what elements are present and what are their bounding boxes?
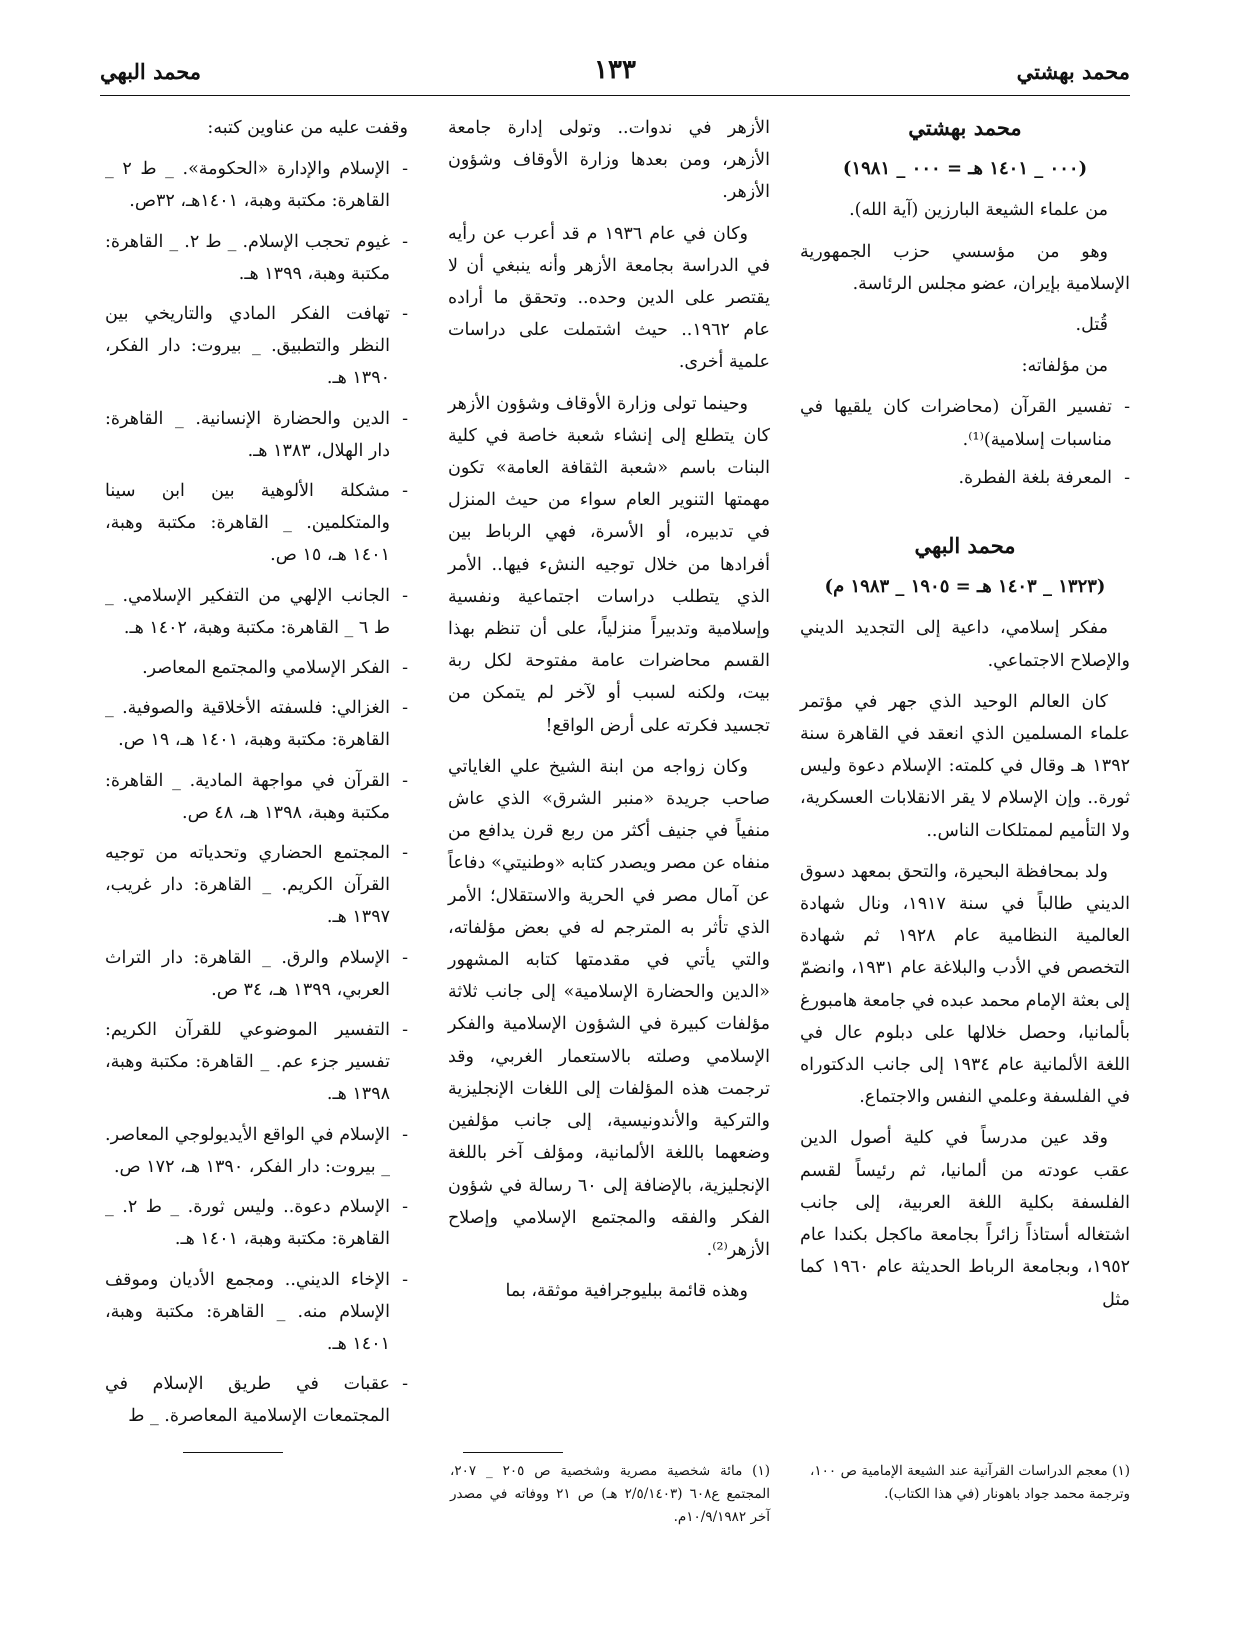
column-right [800, 112, 1130, 1325]
list-item: - مشكلة الألوهية بين ابن سينا والمتكلمين. _ القاهرة: مكتبة وهبة، ١٤٠١ هـ، ١٥ ص. [105, 475, 408, 572]
footnote-rule-right [183, 1452, 283, 1453]
footnote-right: (١) معجم الدراسات القرآنية عند الشيعة الإمامية ص ١٠٠، وترجمة محمد جواد باهونار (في هذا الكتاب). [810, 1463, 1130, 1502]
list-item: - تفسير القرآن (محاضرات كان يلقيها في مناسبات إسلامية)⁽¹⁾. [800, 391, 1130, 455]
entry-title-bahi: محمد البهي [914, 533, 1016, 559]
paragraph: مفكر إسلامي، داعية إلى التجديد الديني والإصلاح الاجتماعي. [800, 618, 1130, 671]
list-item: - تهافت الفكر المادي والتاريخي بين النظر والتطبيق. _ بيروت: دار الفكر، ١٣٩٠ هـ. [105, 298, 408, 395]
entry-spacer [800, 500, 1130, 530]
list-item: - الإسلام والرق. _ القاهرة: دار التراث العربي، ١٣٩٩ هـ، ٣٤ ص. [105, 942, 408, 1006]
footnote-middle: (١) مائة شخصية مصرية وشخصية ص ٢٠٥ _ ٢٠٧، المجتمع ع٦٠٨ (٢/٥/١٤٠٣ هـ) ص ٢١ ووفاته في مصدر آخر ١٠/٩/١٩٨٢م. [450, 1463, 770, 1525]
paragraph: وهذه قائمة ببليوجرافية موثقة، بما [505, 1281, 748, 1302]
entry-dates-beheshti: (٠٠٠ _ ١٤٠١ هـ = ٠٠٠ _ ١٩٨١) [842, 158, 1088, 180]
column-middle [448, 112, 770, 1316]
list-item: - غيوم تحجب الإسلام. _ ط ٢. _ القاهرة: مكتبة وهبة، ١٣٩٩ هـ. [105, 226, 408, 290]
list-item: - الإخاء الديني.. ومجمع الأديان وموقف الإسلام منه. _ القاهرة: مكتبة وهبة، ١٤٠١ هـ. [105, 1264, 408, 1361]
column-left [105, 112, 408, 1441]
list-item: - الإسلام والإدارة «الحكومة». _ ط ٢ _ القاهرة: مكتبة وهبة، ١٤٠١هـ، ٣٢ص. [105, 153, 408, 217]
paragraph: قُتل. [1075, 315, 1108, 336]
list-item: - الجانب الإلهي من التفكير الإسلامي. _ ط ٦ _ القاهرة: مكتبة وهبة، ١٤٠٢ هـ. [105, 580, 408, 644]
footnote-rule-middle [463, 1452, 563, 1453]
paragraph: وهو من مؤسسي حزب الجمهورية الإسلامية بإيران، عضو مجلس الرئاسة. [800, 241, 1130, 294]
list-item: - التفسير الموضوعي للقرآن الكريم: تفسير جزء عم. _ القاهرة: مكتبة وهبة، ١٣٩٨ هـ. [105, 1014, 408, 1111]
paragraph: الأزهر في ندوات.. وتولى إدارة جامعة الأزهر، ومن بعدها وزارة الأوقاف وشؤون الأزهر. [448, 118, 770, 203]
paragraph: من مؤلفاته: [1021, 356, 1108, 377]
paragraph: وكان في عام ١٩٣٦ م قد أعرب عن رأيه في الدراسة بجامعة الأزهر وأنه ينبغي أن لا يقتصر على الدين وحده.. وتحقق ما أراده عام ١٩٦٢.. حيث اشتملت على دراسات علمية أخرى. [448, 223, 770, 373]
entry-title-beheshti: محمد بهشتي [908, 115, 1022, 140]
list-item: - المجتمع الحضاري وتحدياته من توجيه القرآن الكريم. _ القاهرة: دار غريب، ١٣٩٧ هـ. [105, 837, 408, 934]
paragraph: ولد بمحافظة البحيرة، والتحق بمعهد دسوق الديني طالباً في سنة ١٩١٧، ونال شهادة العالمية النظامية عام ١٩٢٨ ثم شهادة التخصص في الأدب والبلاغة عام ١٩٣١، وانضمّ إلى بعثة الإمام محمد عبده في جامعة هامبورغ بألمانيا، وحصل خلالها على دبلوم عال في اللغة الألمانية عام ١٩٣٤ إلى جانب الدكتوراه في الفلسفة وعلمي النفس والاجتماع. [800, 861, 1131, 1108]
entry-dates-bahi: (١٣٢٣ _ ١٤٠٣ هـ = ١٩٠٥ _ ١٩٨٣ م) [824, 576, 1106, 598]
header-rule [100, 95, 1130, 96]
paragraph: وقد عين مدرساً في كلية أصول الدين عقب عودته من ألمانيا، ثم رئيساً لقسم الفلسفة بكلية اللغة العربية، إلى جانب اشتغاله أستاذاً زائراً بجامعة ماكجل بكندا عام ١٩٥٢، وبجامعة الرباط الحديثة عام ١٩٦٠ كما مثل [800, 1128, 1131, 1310]
paragraph: من علماء الشيعة البارزين (آية الله). [849, 200, 1108, 221]
list-item: - عقبات في طريق الإسلام في المجتمعات الإسلامية المعاصرة. _ ط [105, 1368, 408, 1432]
paragraph: كان العالم الوحيد الذي جهر في مؤتمر علماء المسلمين الذي انعقد في القاهرة سنة ١٣٩٢ هـ وقال في كلمته: الإسلام دعوة وليس ثورة.. وإن الإسلام لا يقر الانقلابات العسكرية، ولا التأميم لممتلكات الناس.. [800, 691, 1130, 841]
list-item: - القرآن في مواجهة المادية. _ القاهرة: مكتبة وهبة، ١٣٩٨ هـ، ٤٨ ص. [105, 765, 408, 829]
list-item: - المعرفة بلغة الفطرة. [800, 462, 1130, 494]
list-intro: وقفت عليه من عناوين كتبه: [207, 118, 408, 138]
paragraph: وحينما تولى وزارة الأوقاف وشؤون الأزهر كان يتطلع إلى إنشاء شعبة خاصة في كلية البنات باسم «شعبة الثقافة العامة» تكون مهمتها التنوير العام سواء من حيث المنزل في تدبيره، أو الأسرة، فهي الرباط بين أفرادها من خلال توجيه النشء فيها.. الأمر الذي يتطلب دراسات اجتماعية ونفسية وإسلامية وتدبيراً منزلياً، على أن تنظم بهذا القسم محاضرات عامة مفتوحة لكل ربة بيت، ولكنه لسبب أو لآخر لم يتمكن من تجسيد فكرته على أرض الواقع! [448, 393, 770, 736]
list-item: - الغزالي: فلسفته الأخلاقية والصوفية. _ القاهرة: مكتبة وهبة، ١٤٠١ هـ، ١٩ ص. [105, 692, 408, 756]
running-header-right: محمد بهشتي [1016, 59, 1130, 84]
running-header-left: محمد البهي [100, 59, 202, 84]
list-item: - الدين والحضارة الإنسانية. _ القاهرة: دار الهلال، ١٣٨٣ هـ. [105, 403, 408, 467]
page-number: ١٣٣ [594, 55, 636, 85]
list-item: - الإسلام في الواقع الأيديولوجي المعاصر. _ بيروت: دار الفكر، ١٣٩٠ هـ، ١٧٢ ص. [105, 1119, 408, 1183]
list-item: - الفكر الإسلامي والمجتمع المعاصر. [105, 652, 408, 684]
page-header [100, 55, 1130, 95]
list-item: - الإسلام دعوة.. وليس ثورة. _ ط ٢. _ القاهرة: مكتبة وهبة، ١٤٠١ هـ. [105, 1191, 408, 1255]
paragraph: وكان زواجه من ابنة الشيخ علي الغاياتي صاحب جريدة «منبر الشرق» الذي عاش منفياً في جنيف أكثر من ربع قرن يدافع من منفاه عن مصر ويصدر كتابه «وطنيتي» دفاعاً عن آمال مصر في الحرية والاستقلال؛ الأمر الذي تأثر به المترجم له في بعض مؤلفاته، والتي يأتي في مقدمتها كتابه المشهور «الدين والحضارة الإسلامية» إلى جانب ثلاثة مؤلفات كبيرة في الشؤون الإسلامية والفكر الإسلامي وصلته بالاستعمار الغربي، وقد ترجمت هذه المؤلفات إلى اللغات الإنجليزية والتركية والأندونيسية، إلى جانب مؤلفين وضعهما باللغة الألمانية، ومؤلف آخر باللغة الإنجليزية، بالإضافة إلى ٦٠ رسالة في شؤون الفكر والفقه والمجتمع الإسلامي وإصلاح الأزهر⁽²⁾. [448, 756, 771, 1260]
